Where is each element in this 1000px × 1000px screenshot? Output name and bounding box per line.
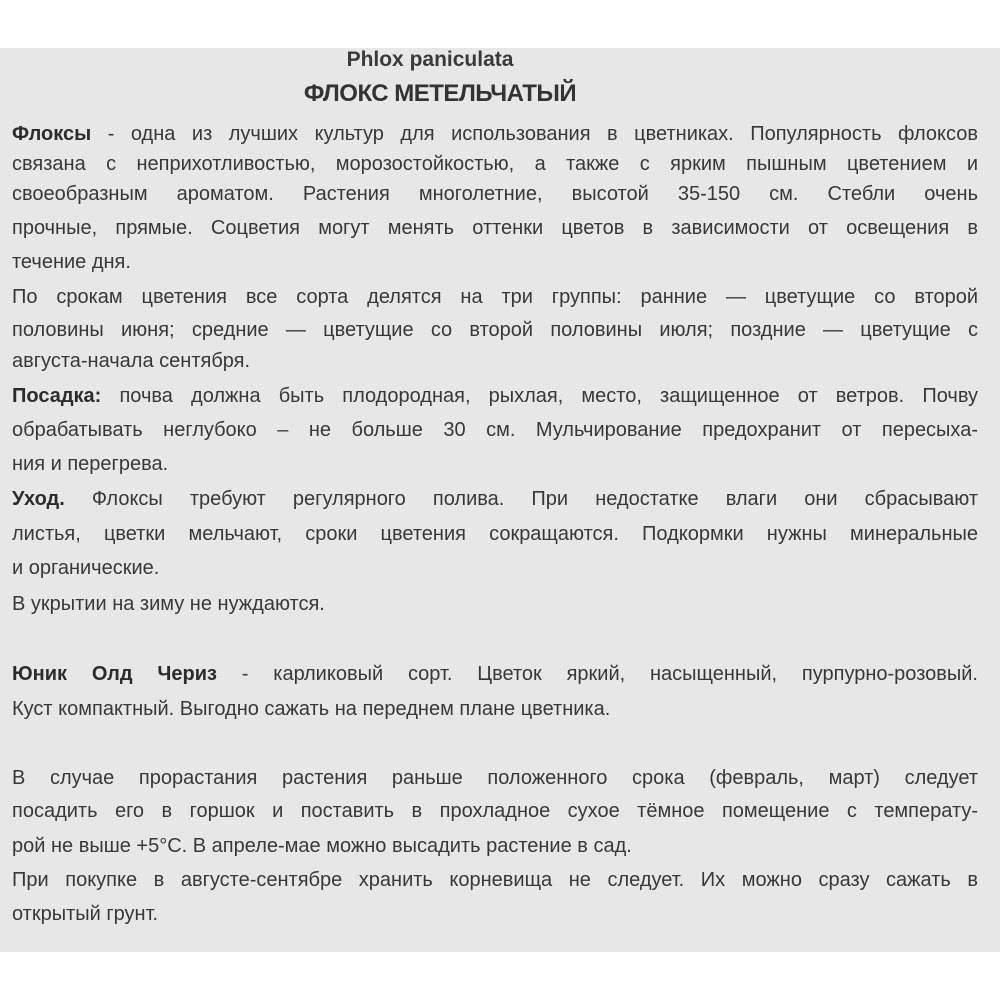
text-line (12, 418, 978, 442)
line-text: Куст компактный. Выгодно сажать на переднем плане цветника. (12, 698, 611, 720)
text-line (12, 384, 978, 408)
line-text: обрабатывать неглубоко – не больше 30 см. Мульчирование предохранит от пересыха- (12, 419, 978, 441)
line-text: связана с неприхотливостью, морозостойкостью, а также с ярким пышным цветением и (12, 153, 978, 175)
line-text: ния и перегрева. (12, 453, 169, 475)
text-line (12, 285, 978, 309)
bold-term: Юник Олд Чериз (12, 663, 217, 685)
bold-term: Флоксы (12, 123, 92, 145)
line-text: и органические. (12, 557, 160, 579)
line-text: прочные, прямые. Соцветия могут менять оттенки цветов в зависимости от освещения в (12, 217, 978, 239)
line-text: посадить его в горшок и поставить в прохладное сухое тёмное помещение с температу- (12, 800, 978, 822)
text-line (12, 766, 978, 790)
line-text: В укрытии на зиму не нуждаются. (12, 593, 325, 615)
text-line (12, 452, 978, 476)
text-line (12, 152, 978, 176)
bold-term: Уход. (12, 488, 65, 510)
title-russian: ФЛОКС МЕТЕЛЬЧАТЫЙ (303, 80, 577, 107)
line-text: течение дня. (12, 251, 131, 273)
text-line (12, 592, 978, 616)
text-line (12, 182, 978, 206)
line-text: августа-начала сентября. (12, 350, 251, 372)
text-line (12, 487, 978, 511)
line-text: - карликовый сорт. Цветок яркий, насыщенный, пурпурно-розовый. (216, 663, 978, 685)
line-text: своеобразным ароматом. Растения многолетние, высотой 35-150 см. Стебли очень (12, 183, 978, 205)
bold-term: Посадка: (12, 385, 102, 407)
text-line (12, 122, 978, 146)
line-text: почва должна быть плодородная, рыхлая, место, защищенное от ветров. Почву (101, 385, 978, 407)
line-text: В случае прорастания растения раньше положенного срока (февраль, март) следует (12, 767, 978, 789)
text-line (12, 556, 978, 580)
text-line (12, 349, 978, 373)
text-line (12, 662, 978, 686)
line-text: половины июня; средние — цветущие со второй половины июля; поздние — цветущие с (12, 319, 978, 341)
text-line (12, 216, 978, 240)
line-text: При покупке в августе-сентябре хранить корневища не следует. Их можно сразу сажать в (12, 869, 978, 891)
text-line (12, 522, 978, 546)
text-line (12, 250, 978, 274)
line-text: рой не выше +5°С. В апреле-мае можно высадить растение в сад. (12, 835, 632, 857)
text-line (12, 697, 978, 721)
line-text: Флоксы требуют регулярного полива. При недостатке влаги они сбрасывают (64, 488, 978, 510)
text-line (12, 834, 978, 858)
text-line (12, 868, 978, 892)
text-line (12, 902, 978, 926)
title-latin: Phlox paniculata (346, 48, 514, 71)
line-text: - одна из лучших культур для использования в цветниках. Популярность флоксов (91, 123, 978, 145)
line-text: листья, цветки мельчают, сроки цветения сокращаются. Подкормки нужны минеральные (12, 523, 978, 545)
line-text: открытый грунт. (12, 903, 159, 925)
text-line (12, 318, 978, 342)
line-text: По срокам цветения все сорта делятся на три группы: ранние — цветущие со второй (12, 286, 978, 308)
text-line (12, 799, 978, 823)
